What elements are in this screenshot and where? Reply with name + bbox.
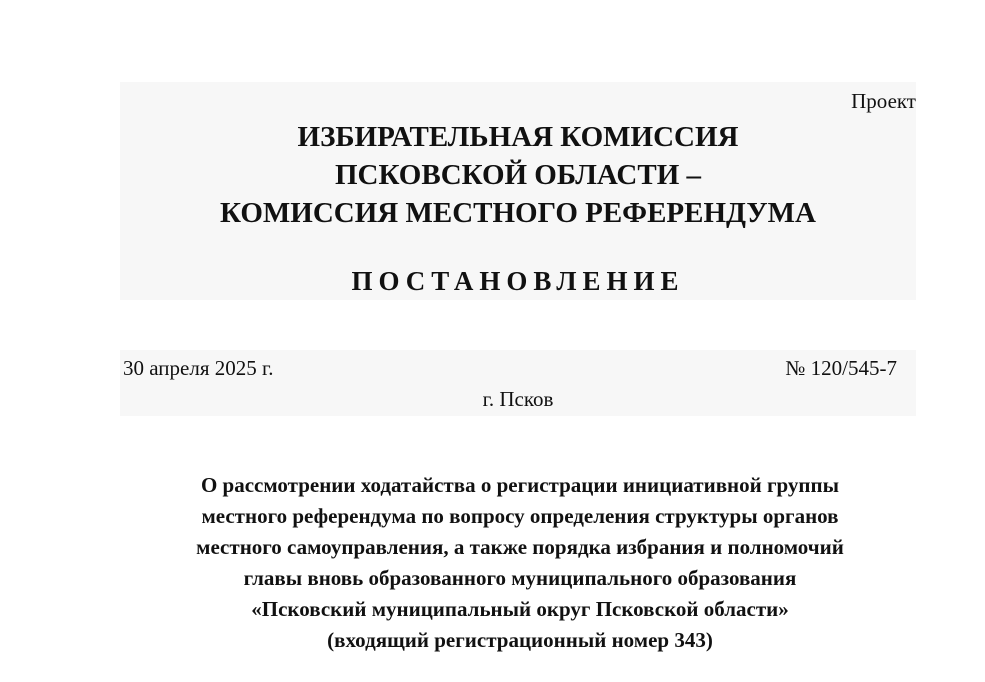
header-line-2: ПСКОВСКОЙ ОБЛАСТИ – xyxy=(334,159,702,191)
subject-line-6: (входящий регистрационный номер 343) xyxy=(327,628,713,652)
subject-line-5: «Псковский муниципальный округ Псковской области» xyxy=(251,597,789,621)
city-label: г. Псков xyxy=(482,387,554,411)
draft-label: Проект xyxy=(851,89,916,113)
subject-line-1: О рассмотрении ходатайства о регистрации инициативной группы xyxy=(200,473,840,497)
document-city xyxy=(120,386,916,412)
subject-line-2: местного референдума по вопросу определения структуры органов xyxy=(201,504,839,528)
commission-header xyxy=(120,118,916,232)
document-subject xyxy=(90,470,950,656)
subject-line-4: главы вновь образованного муниципального образования xyxy=(243,566,797,590)
subject-line-3: местного самоуправления, а также порядка избрания и полномочий xyxy=(196,535,844,559)
header-line-3: КОМИССИЯ МЕСТНОГО РЕФЕРЕНДУМА xyxy=(220,197,816,229)
document-date: 30 апреля 2025 г. xyxy=(123,356,274,380)
document-number: № 120/545-7 xyxy=(785,356,897,380)
header-line-1: ИЗБИРАТЕЛЬНАЯ КОМИССИЯ xyxy=(297,121,739,153)
document-type-title: ПОСТАНОВЛЕНИЕ xyxy=(351,266,685,296)
